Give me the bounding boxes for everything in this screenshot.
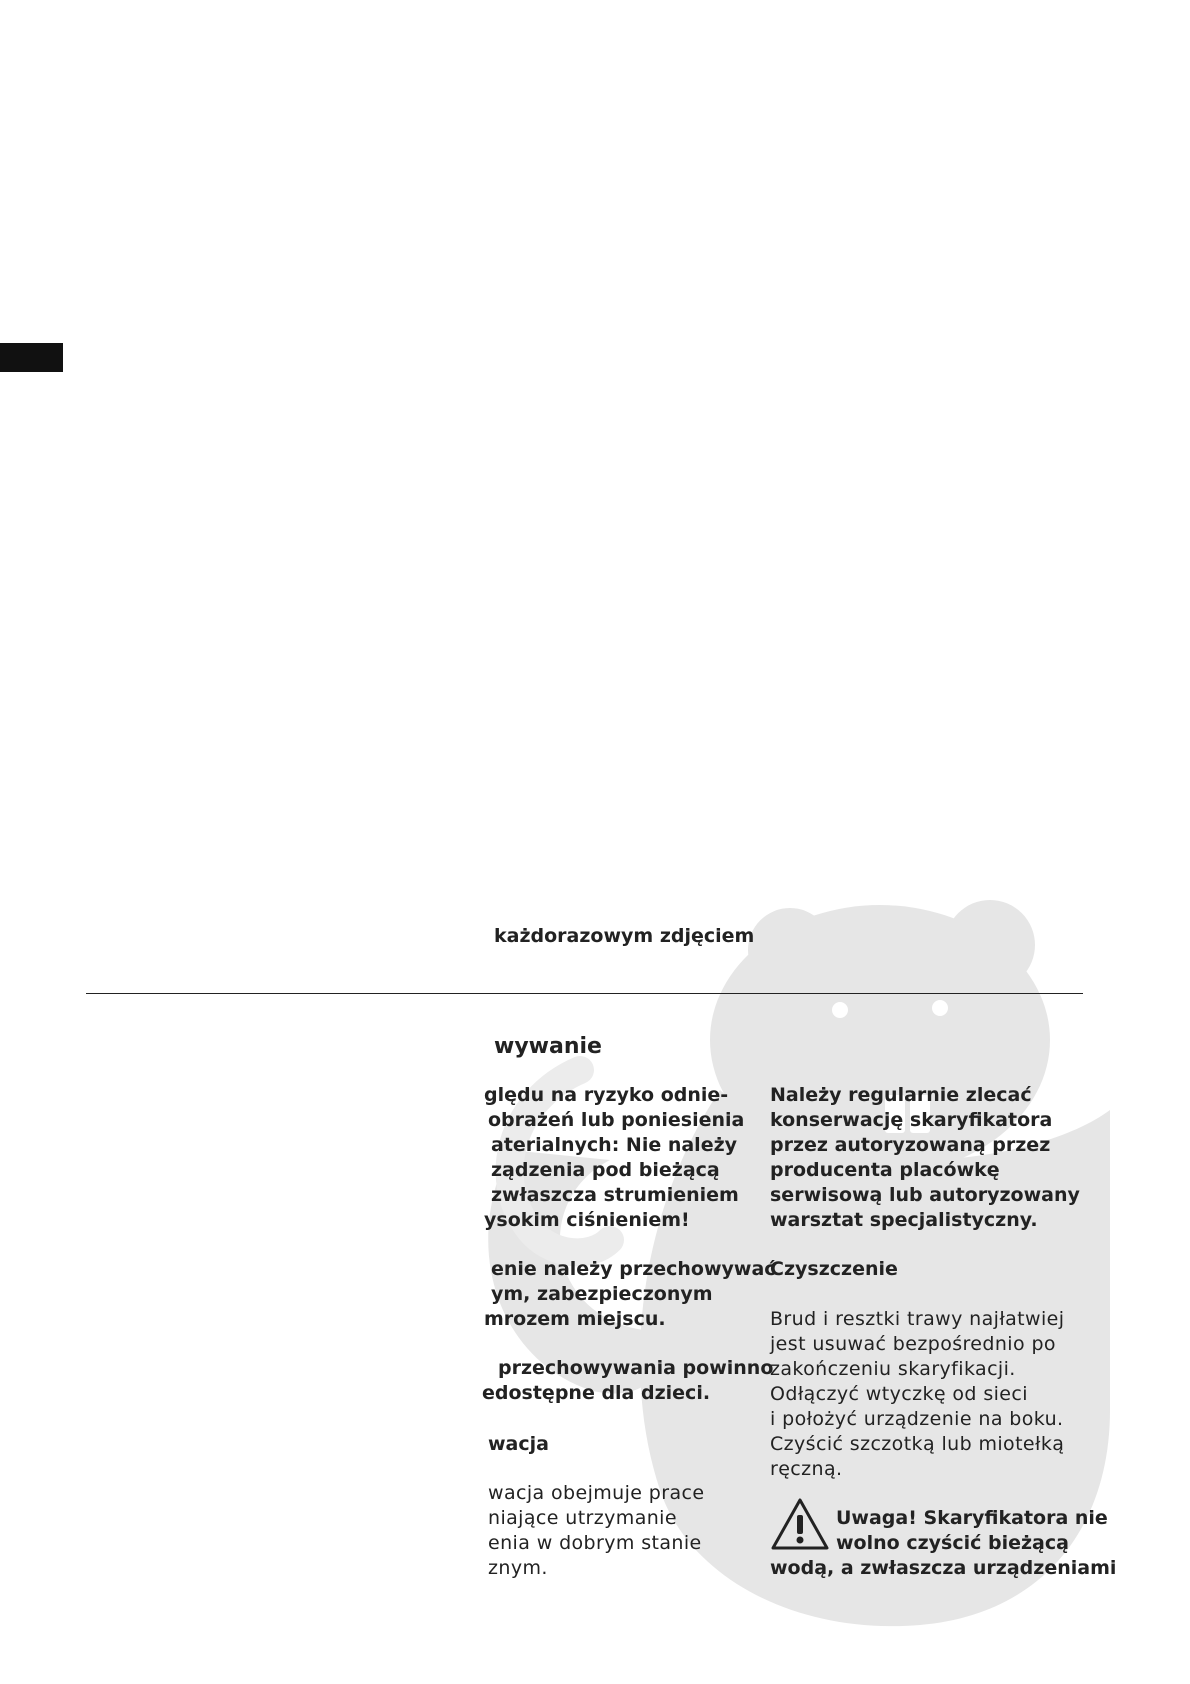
text-line: zakończeniu skaryfikacji. — [770, 1358, 1016, 1380]
text-line: Odłączyć wtyczkę od sieci — [770, 1383, 1028, 1405]
text-line: aterialnych: Nie należy — [491, 1134, 738, 1156]
text-line: Uwaga! Skaryfikatora nie — [836, 1507, 1108, 1529]
text-line: ręczną. — [770, 1458, 843, 1480]
text-line: konserwację skaryfikatora — [770, 1109, 1053, 1131]
text-line: wolno czyścić bieżącą — [836, 1532, 1069, 1554]
text-line: ględu na ryzyko odnie- — [484, 1084, 729, 1106]
text-line: wacja obejmuje prace — [488, 1482, 705, 1504]
text-line: i położyć urządzenie na boku. — [770, 1408, 1064, 1430]
left-storage-block — [484, 1257, 776, 1332]
text-line: warsztat specjalistyczny. — [770, 1209, 1038, 1231]
section-tab-marker — [0, 343, 63, 372]
text-line: enia w dobrym stanie — [488, 1532, 702, 1554]
text-line: wodą, a zwłaszcza urządzeniami — [770, 1557, 1117, 1579]
text-line: obrażeń lub poniesienia — [488, 1109, 745, 1131]
text-line: Brud i resztki trawy najłatwiej — [770, 1308, 1065, 1330]
left-body-block — [488, 1481, 704, 1581]
right-cleaning-block — [770, 1307, 1064, 1482]
text-line: znym. — [488, 1557, 548, 1579]
text-line: serwisową lub autoryzowany — [770, 1184, 1080, 1206]
section-heading: wywanie — [494, 1034, 602, 1059]
left-subheading: wacja — [488, 1433, 549, 1455]
text-line: enie należy przechowywać — [491, 1258, 776, 1280]
caution-block — [770, 1506, 1116, 1581]
text-line: ysokim ciśnieniem! — [484, 1209, 690, 1231]
text-line: ym, zabezpieczonym — [491, 1283, 713, 1305]
left-children-block — [482, 1356, 773, 1406]
text-line: niające utrzymanie — [488, 1507, 677, 1529]
section-divider — [86, 993, 1083, 994]
text-line: przechowywania powinno — [498, 1357, 774, 1379]
text-line: mrozem miejscu. — [484, 1308, 666, 1330]
text-line: ządzenia pod bieżącą — [491, 1159, 720, 1181]
text-line: Czyścić szczotką lub miotełką — [770, 1433, 1065, 1455]
text-line: Należy regularnie zlecać — [770, 1084, 1032, 1106]
cleaning-heading: Czyszczenie — [770, 1258, 898, 1280]
right-service-block — [770, 1083, 1080, 1233]
text-line: producenta placówkę — [770, 1159, 1000, 1181]
text-line: zwłaszcza strumieniem — [491, 1184, 739, 1206]
text-line: edostępne dla dzieci. — [482, 1382, 711, 1404]
top-fragment: każdorazowym zdjęciem — [494, 925, 755, 947]
text-line: przez autoryzowaną przez — [770, 1134, 1051, 1156]
text-line: jest usuwać bezpośrednio po — [770, 1333, 1056, 1355]
left-warning-block — [484, 1083, 744, 1233]
